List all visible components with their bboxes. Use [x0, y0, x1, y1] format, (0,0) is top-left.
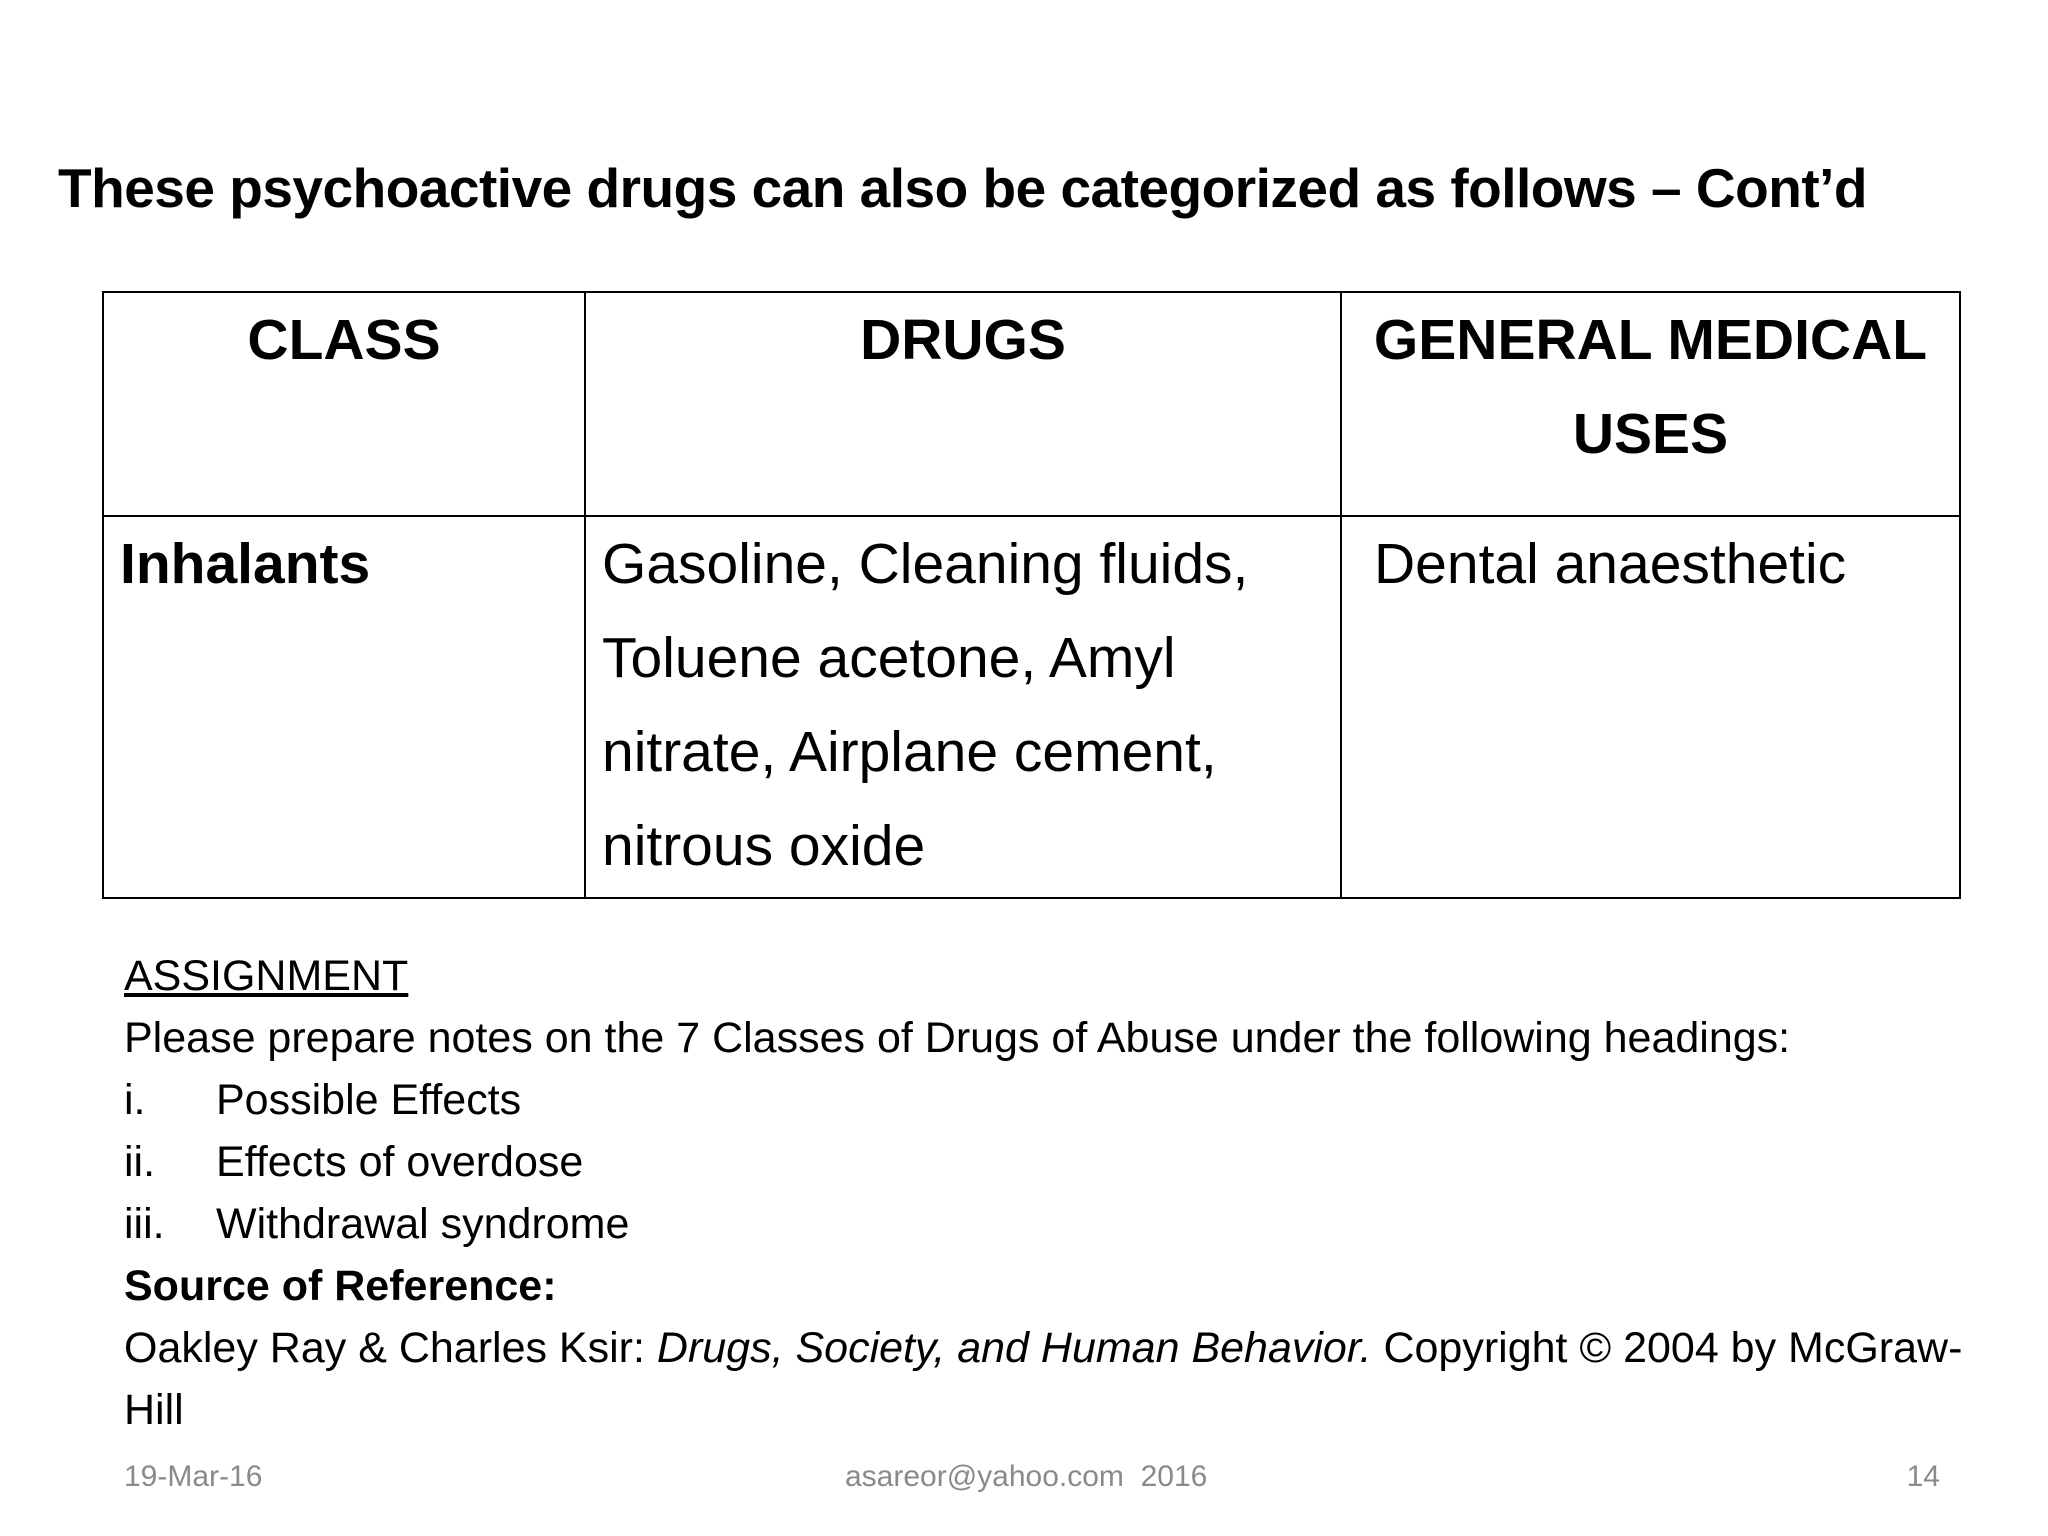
list-item: [124, 1193, 2004, 1255]
header-drugs: DRUGS: [585, 292, 1341, 516]
footer-email: asareor@yahoo.com 2016: [845, 1460, 1208, 1493]
reference-book-title: Drugs, Society, and Human Behavior.: [656, 1324, 1372, 1372]
list-item-text: Possible Effects: [216, 1076, 522, 1124]
cell-medical-uses: Dental anaesthetic: [1341, 516, 1960, 898]
assignment-section: [124, 945, 2004, 1441]
table-row: [103, 516, 1960, 898]
list-item-text: Withdrawal syndrome: [216, 1200, 630, 1248]
reference-label: Source of Reference:: [124, 1262, 557, 1310]
list-item: [124, 1069, 2004, 1131]
table-header-row: [103, 292, 1960, 516]
reference-authors: Oakley Ray & Charles Ksir:: [124, 1324, 657, 1372]
drug-class-table: [102, 291, 1961, 899]
cell-class: Inhalants: [103, 516, 585, 898]
slide-title: These psychoactive drugs can also be categorized as follows – Cont’d: [58, 157, 1868, 219]
assignment-heading: ASSIGNMENT: [124, 952, 409, 1000]
header-class: CLASS: [103, 292, 585, 516]
reference-citation: [124, 1317, 2004, 1441]
reference-copyright: Copyright © 2004 by McGraw-Hill: [124, 1324, 1963, 1434]
footer-date: 19-Mar-16: [124, 1460, 263, 1493]
header-medical-uses: GENERAL MEDICAL USES: [1341, 292, 1960, 516]
footer-page-number: 14: [1906, 1460, 1940, 1493]
cell-drugs: Gasoline, Cleaning fluids, Toluene acetone, Amyl nitrate, Airplane cement, nitrous oxide: [585, 516, 1341, 898]
list-item-number: ii.: [124, 1138, 156, 1186]
assignment-instruction: Please prepare notes on the 7 Classes of Drugs of Abuse under the following headings:: [124, 1014, 1791, 1062]
list-item-number: iii.: [124, 1200, 165, 1248]
list-item-number: i.: [124, 1076, 146, 1124]
list-item-text: Effects of overdose: [216, 1138, 584, 1186]
list-item: [124, 1131, 2004, 1193]
